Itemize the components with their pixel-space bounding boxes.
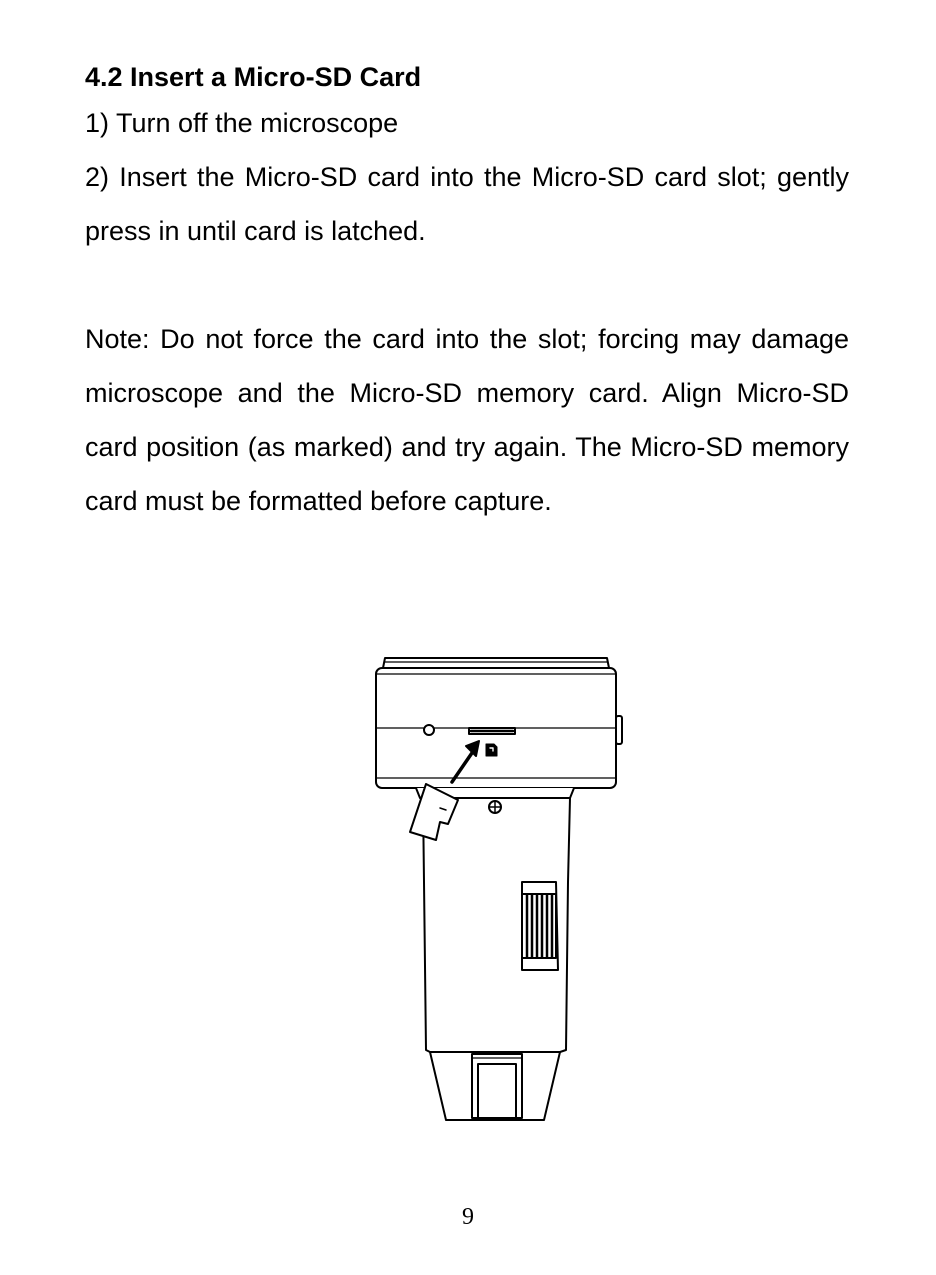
screw-icon: [489, 801, 501, 813]
step-1-text: 1) Turn off the microscope: [85, 108, 399, 138]
step-2-text: 2) Insert the Micro-SD card into the Micro-SD card slot; gently press in until card is latched.: [85, 162, 849, 246]
microscope-illustration: [360, 650, 640, 1130]
page-number: 9: [462, 1204, 474, 1230]
focus-wheel: [522, 882, 558, 970]
microscope-top-cap: [383, 658, 609, 668]
microscope-tip: [430, 1052, 560, 1120]
sd-card-mark-icon: [486, 744, 497, 756]
indicator-light-icon: [424, 725, 434, 735]
note-text: Note: Do not force the card into the slot; forcing may damage microscope and the Micro-SD memory card. Align Micro-SD card position (as marked) and try again. The Micro-SD memory card must be formatted before capture.: [85, 324, 849, 516]
section-heading: 4.2 Insert a Micro-SD Card: [85, 62, 422, 92]
